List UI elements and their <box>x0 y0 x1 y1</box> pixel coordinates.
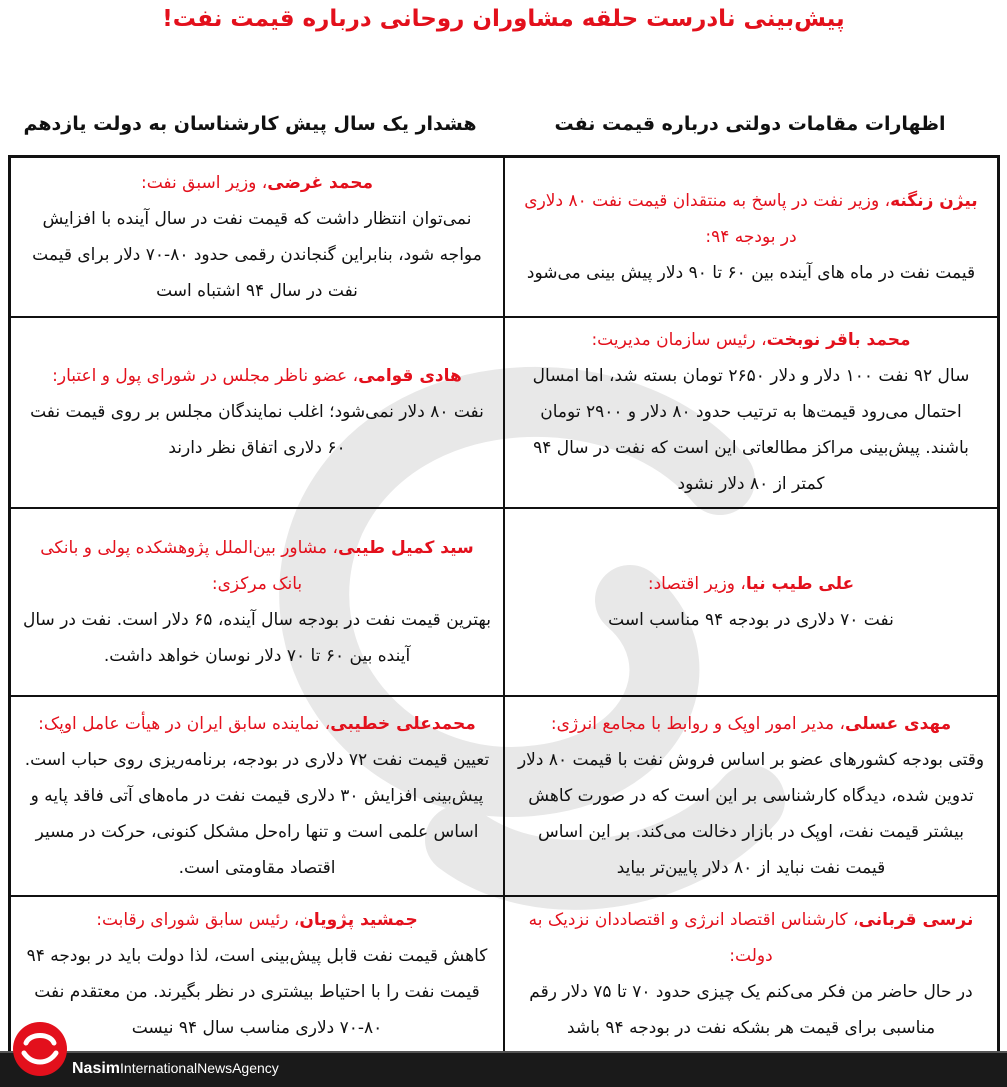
speaker-name: بیژن زنگنه <box>890 190 978 211</box>
statement-text: در حال حاضر من فکر می‌کنم یک چیزی حدود ۷۰ تا ۷۵ دلار رقم مناسبی برای قیمت هر بشکه نفت در بودجه ۹۴ باشد <box>529 982 973 1039</box>
comparison-table <box>8 155 1000 1055</box>
right-column-heading: اظهارات مقامات دولتی درباره قیمت نفت <box>554 113 946 135</box>
speaker-name: محمد باقر نوبخت <box>766 330 911 350</box>
speaker-name: مهدی عسلی <box>845 713 952 734</box>
brand-rest: InternationalNewsAgency <box>120 1060 279 1076</box>
statement-text: کاهش قیمت نفت قابل پیش‌بینی است، لذا دولت باید در بودجه ۹۴ قیمت نفت را با احتیاط بیشتری در نظر بگیرند. من معتقدم نفت ۸۰-۷۰ دلاری مناسب سال ۹۴ نیست <box>26 946 488 1039</box>
speaker-name: جمشید پژویان <box>299 910 418 931</box>
speaker-role: ، رئیس سازمان مدیریت: <box>591 330 767 350</box>
table-row <box>10 508 999 696</box>
statement-cell-official <box>504 157 999 317</box>
table-row <box>10 696 999 896</box>
nasim-logo-icon <box>12 1021 68 1077</box>
statement-text: تعیین قیمت نفت ۷۲ دلاری در بودجه، برنامه‌ریزی روی حباب است. پیش‌بینی افزایش ۳۰ دلاری قیمت نفت در ماه‌های آتی فاقد پایه و اساس علمی است و تنها راه‌حل مشکل کنونی، حرکت در مسیر اقتصاد مقاومتی است. <box>24 749 490 878</box>
agency-brand <box>72 1060 279 1078</box>
speaker-role: ، مشاور بین‌الملل پژوهشکده پولی و بانکی بانک مرکزی: <box>40 537 338 594</box>
table-row <box>10 157 999 317</box>
speaker-name: محمد غرضی <box>267 172 373 193</box>
speaker-role: ، عضو ناظر مجلس در شورای پول و اعتبار: <box>52 366 359 386</box>
statement-text: قیمت نفت در ماه های آینده بین ۶۰ تا ۹۰ دلار پیش بینی می‌شود <box>526 262 976 283</box>
speaker-role: ، رئیس سابق شورای رقابت: <box>96 910 300 931</box>
statement-cell-official <box>504 896 999 1054</box>
brand-bold: Nasim <box>72 1060 121 1077</box>
speaker-role: ، مدیر امور اوپک و روابط با مجامع انرژی: <box>550 713 846 734</box>
statement-cell-expert <box>10 157 505 317</box>
table-row <box>10 896 999 1054</box>
speaker-name: هادی قوامی <box>358 366 462 386</box>
speaker-name: محمدعلی خطیبی <box>330 713 476 734</box>
speaker-name: علی طیب نیا <box>745 573 855 594</box>
table-row <box>10 317 999 508</box>
statement-cell-expert <box>10 317 505 508</box>
speaker-name: سید کمیل طیبی <box>337 537 474 558</box>
statement-cell-expert <box>10 696 505 896</box>
statement-text: وقتی بودجه کشورهای عضو بر اساس فروش نفت با قیمت ۸۰ دلار تدوین شده، دیدگاه کارشناسی بر این است که در صورت کاهش بیشتر قیمت نفت، اوپک در بازار دخالت می‌کند. بر این اساس قیمت نفت نباید از ۸۰ دلار پایین‌تر بیاید <box>517 749 985 878</box>
speaker-role: ، وزیر اقتصاد: <box>647 573 746 594</box>
speaker-role: ، کارشناس اقتصاد انرژی و اقتصاددان نزدیک به دولت: <box>528 910 859 967</box>
statement-cell-expert <box>10 508 505 696</box>
page-title: پیش‌بینی نادرست حلقه مشاوران روحانی درباره قیمت نفت! <box>162 6 845 32</box>
statement-text: نمی‌توان انتظار داشت که قیمت نفت در سال آینده با افزایش مواجه شود، بنابراین گنجاندن رقمی حدود ۸۰-۷۰ دلار برای قیمت نفت در سال ۹۴ اشتباه است <box>32 208 482 301</box>
statement-text: نفت ۷۰ دلاری در بودجه ۹۴ مناسب است <box>608 609 894 630</box>
statement-text: نفت ۸۰ دلار نمی‌شود؛ اغلب نمایندگان مجلس بر روی قیمت نفت ۶۰ دلاری اتفاق نظر دارند <box>30 402 484 458</box>
speaker-role: ، نماینده سابق ایران در هیأت عامل اوپک: <box>38 713 331 734</box>
left-column-heading: هشدار یک سال پیش کارشناسان به دولت یازدهم <box>23 113 477 135</box>
statement-cell-official <box>504 696 999 896</box>
statement-cell-official <box>504 317 999 508</box>
statement-text: بهترین قیمت نفت در بودجه سال آینده، ۶۵ دلار است. نفت در سال آینده بین ۶۰ تا ۷۰ دلار نوسان خواهد داشت. <box>23 609 491 666</box>
statement-text: سال ۹۲ نفت ۱۰۰ دلار و دلار ۲۶۵۰ تومان بسته شد، اما امسال احتمال می‌رود قیمت‌ها به ترتیب حدود ۸۰ دلار و ۲۹۰۰ تومان باشند. پیش‌بینی مراکز مطالعاتی این است که نفت در سال ۹۴ کمتر از ۸۰ دلار نشود <box>532 366 970 494</box>
speaker-role: ، وزیر نفت در پاسخ به منتقدان قیمت نفت ۸۰ دلاری در بودجه ۹۴: <box>524 190 891 247</box>
speaker-name: نرسی قربانی <box>858 910 974 931</box>
statement-cell-official <box>504 508 999 696</box>
speaker-role: ، وزیر اسبق نفت: <box>141 172 268 193</box>
statement-cell-expert <box>10 896 505 1054</box>
